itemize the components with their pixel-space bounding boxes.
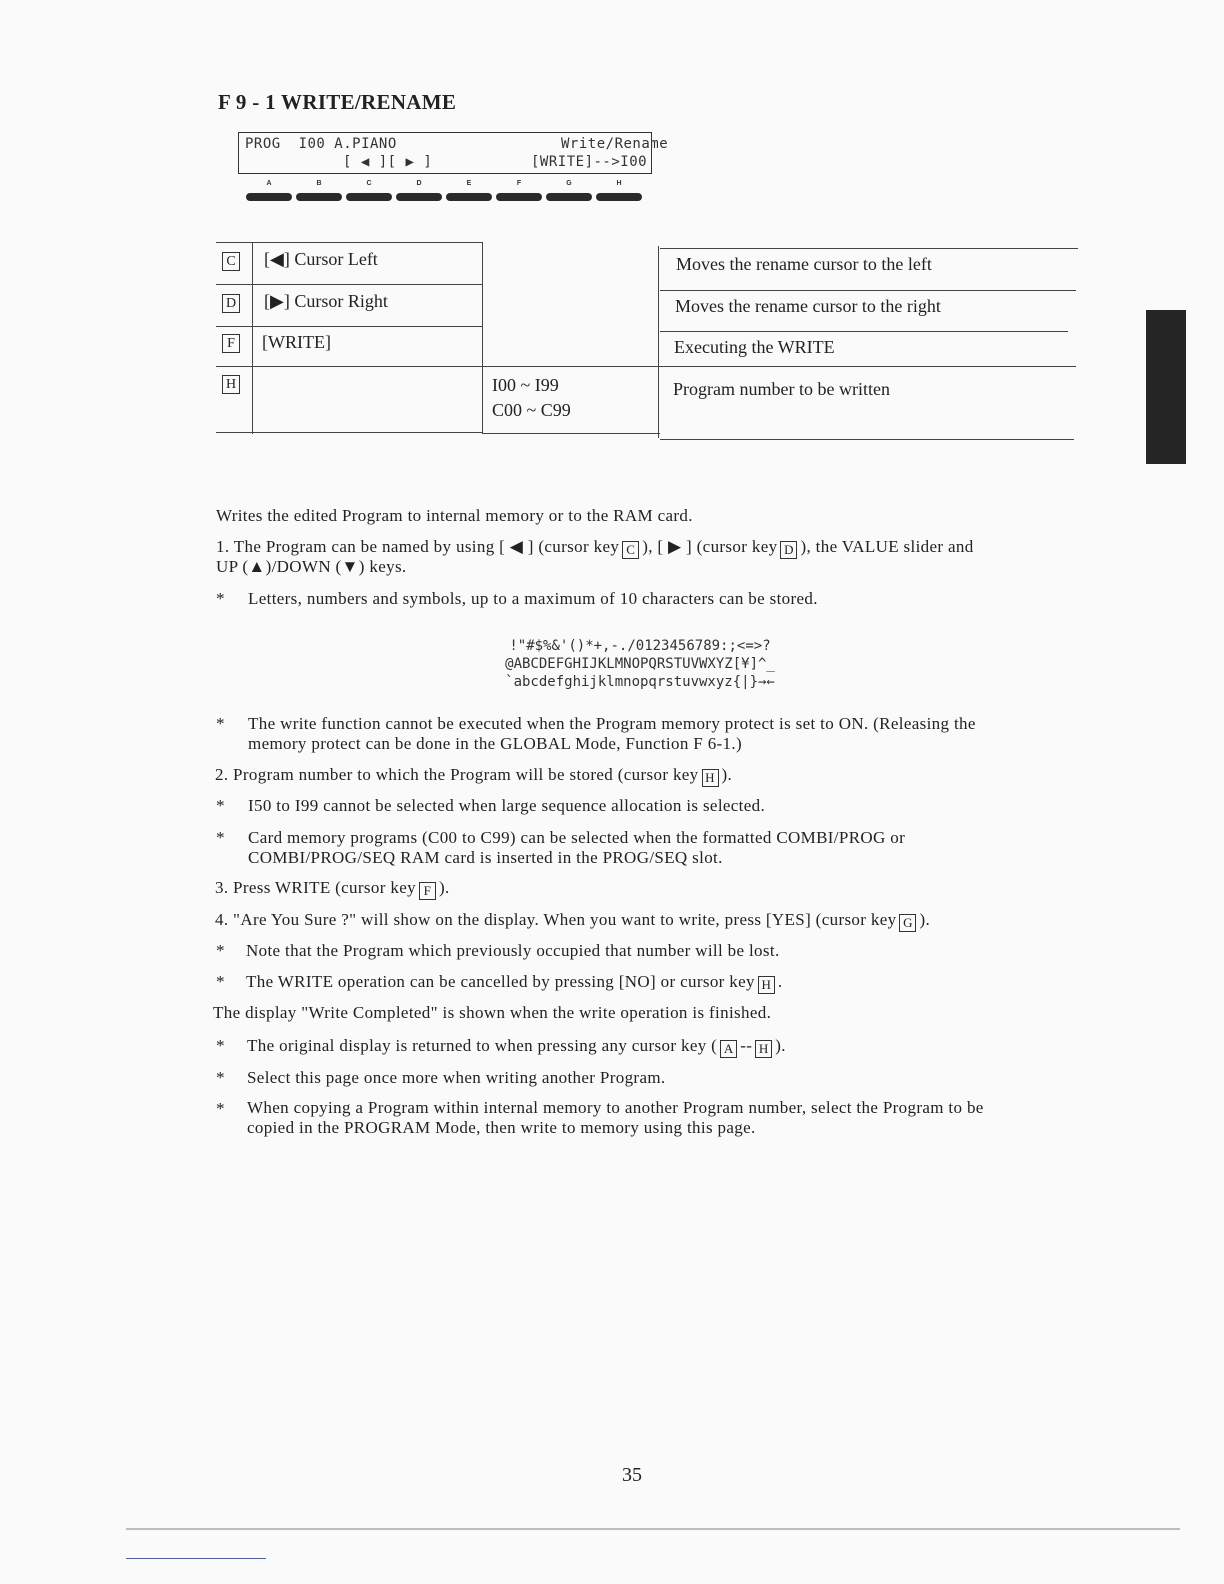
soft-key-label: H [616,180,622,187]
charset-line-3: `abcdefghijklmnopqrstuvwxyz{|}→← [505,674,775,690]
note-bullet: * [216,972,225,991]
cursor-key-h-box: H [222,375,240,394]
table-rule [660,290,1076,291]
step-text: ), [ ▶ ] (cursor key [642,537,778,556]
soft-key-g [546,180,592,204]
cursor-key-c-box: C [622,541,639,559]
soft-key-a [246,180,292,204]
note-card-memory-line-1: Card memory programs (C00 to C99) can be selected when the formatted COMBI/PROG or [248,828,906,847]
cursor-key-f-box: F [222,334,240,353]
note-card-memory-line-2: COMBI/PROG/SEQ RAM card is inserted in the PROG/SEQ slot. [248,848,723,867]
soft-key-label: E [466,180,472,187]
table-function-name: [▶] Cursor Right [264,291,388,311]
table-rule [216,242,482,243]
note-bullet: * [216,796,225,815]
step-text: ). [919,910,931,929]
note-copy-program-line-1: When copying a Program within internal memory to another Program number, select the Program to be [247,1098,984,1117]
note-bullet: * [216,941,225,960]
soft-key-b [296,180,342,204]
note-text: -- [740,1036,753,1055]
table-description: Moves the rename cursor to the left [676,254,932,274]
soft-key-label: F [516,180,522,187]
soft-key-bar [346,193,392,201]
note-text: The original display is returned to when pressing any cursor key ( [247,1036,718,1055]
step-2 [215,765,732,787]
table-rule [660,439,1074,440]
cursor-key-d-box: D [780,541,797,559]
step-text: ), the VALUE slider and [800,537,974,556]
table-rule [482,433,660,434]
note-bullet: * [216,1036,225,1055]
charset-line-1: !"#$%&'()*+,-./0123456789:;<=>? [509,638,771,654]
soft-key-label: D [416,180,422,187]
note-overwrite-warning: Note that the Program which previously occupied that number will be lost. [246,941,780,960]
section-edge-tab [1146,310,1186,464]
cursor-key-f-box: F [419,882,436,900]
soft-key-bar [396,193,442,201]
soft-key-label: C [366,180,372,187]
footer-rule [126,1528,1180,1530]
step-text: 2. Program number to which the Program will be stored (cursor key [215,765,699,784]
note-text: . [777,972,783,991]
cursor-key-d-box: D [222,294,240,313]
charset-line-2: @ABCDEFGHIJKLMNOPQRSTUVWXYZ[¥]^_ [505,656,775,672]
footer-accent-rule [126,1558,266,1559]
step-text: ). [438,878,450,897]
soft-key-bar [496,193,542,201]
step-1-line-2: UP (▲)/DOWN (▼) keys. [216,557,407,576]
soft-key-label: B [316,180,322,187]
note-bullet: * [216,1068,225,1087]
soft-key-bar [446,193,492,201]
page-number: 35 [622,1464,642,1486]
table-rule [216,366,1076,367]
table-function-name: [WRITE] [262,332,331,352]
lcd-line2-left: [ ◀ ][ ▶ ] [343,154,433,170]
soft-key-label: A [266,180,272,187]
soft-key-f [496,180,542,204]
step-1-line-1 [216,537,974,559]
note-text: ). [775,1036,786,1055]
soft-key-h [596,180,642,204]
lcd-line1-left: PROG I00 A.PIANO [245,136,397,152]
step-text: 3. Press WRITE (cursor key [215,878,416,897]
lcd-line2-right: [WRITE]-->I00 [531,154,648,170]
step-text: 4. "Are You Sure ?" will show on the display. When you want to write, press [YES] (cursor key [215,910,897,929]
intro-paragraph: Writes the edited Program to internal memory or to the RAM card. [216,506,693,525]
step-4 [215,910,930,932]
cursor-key-h-box: H [755,1040,772,1058]
cursor-key-h-box: H [758,976,775,994]
table-rule [660,331,1068,332]
note-bullet: * [216,1099,225,1118]
table-range-card: C00 ~ C99 [492,400,571,420]
table-description: Moves the rename cursor to the right [675,296,941,316]
lcd-display [238,132,669,174]
table-col-rule [252,242,253,434]
table-description: Executing the WRITE [674,337,835,357]
note-memory-protect-line-2: memory protect can be done in the GLOBAL Mode, Function F 6-1.) [248,734,743,753]
note-memory-protect-line-1: The write function cannot be executed when the Program memory protect is set to ON. (Releasing the [248,714,976,733]
soft-key-bar [296,193,342,201]
soft-key-c [346,180,392,204]
step-text: ). [721,765,733,784]
table-rule [216,284,482,285]
step-text: 1. The Program can be named by using [ ◀ ] (cursor key [216,537,620,556]
section-title: F 9 - 1 WRITE/RENAME [218,90,457,114]
note-bullet: * [216,828,225,847]
note-sequence-allocation: I50 to I99 cannot be selected when large sequence allocation is selected. [248,796,766,815]
note-bullet: * [216,589,225,608]
note-cancel-write [246,972,782,994]
soft-key-bar [246,193,292,201]
note-text: The WRITE operation can be cancelled by pressing [NO] or cursor key [246,972,755,991]
table-rule [660,248,1078,249]
note-return-display [247,1036,786,1058]
table-range-internal: I00 ~ I99 [492,375,559,395]
soft-key-bar [596,193,642,201]
note-select-page-again: Select this page once more when writing another Program. [247,1068,666,1087]
table-col-rule [482,242,483,434]
soft-key-e [446,180,492,204]
table-description: Program number to be written [673,379,890,399]
soft-key-bar [546,193,592,201]
cursor-key-a-box: A [720,1040,737,1058]
write-completed-paragraph: The display "Write Completed" is shown when the write operation is finished. [213,1003,772,1022]
step-3 [215,878,450,900]
cursor-key-g-box: G [899,914,916,932]
note-copy-program-line-2: copied in the PROGRAM Mode, then write to memory using this page. [247,1118,756,1137]
cursor-key-c-box: C [222,252,240,271]
cursor-key-h-box: H [702,769,719,787]
note-bullet: * [216,714,225,733]
soft-key-label: G [566,180,572,187]
note-character-limit: Letters, numbers and symbols, up to a maximum of 10 characters can be stored. [248,589,818,608]
table-rule [216,432,482,433]
soft-key-row [246,180,646,206]
table-col-rule [658,246,659,438]
soft-key-d [396,180,442,204]
table-rule [216,326,482,327]
lcd-line1-right: Write/Rename [561,136,669,152]
function-table [216,242,1078,446]
table-function-name: [◀] Cursor Left [264,249,378,269]
